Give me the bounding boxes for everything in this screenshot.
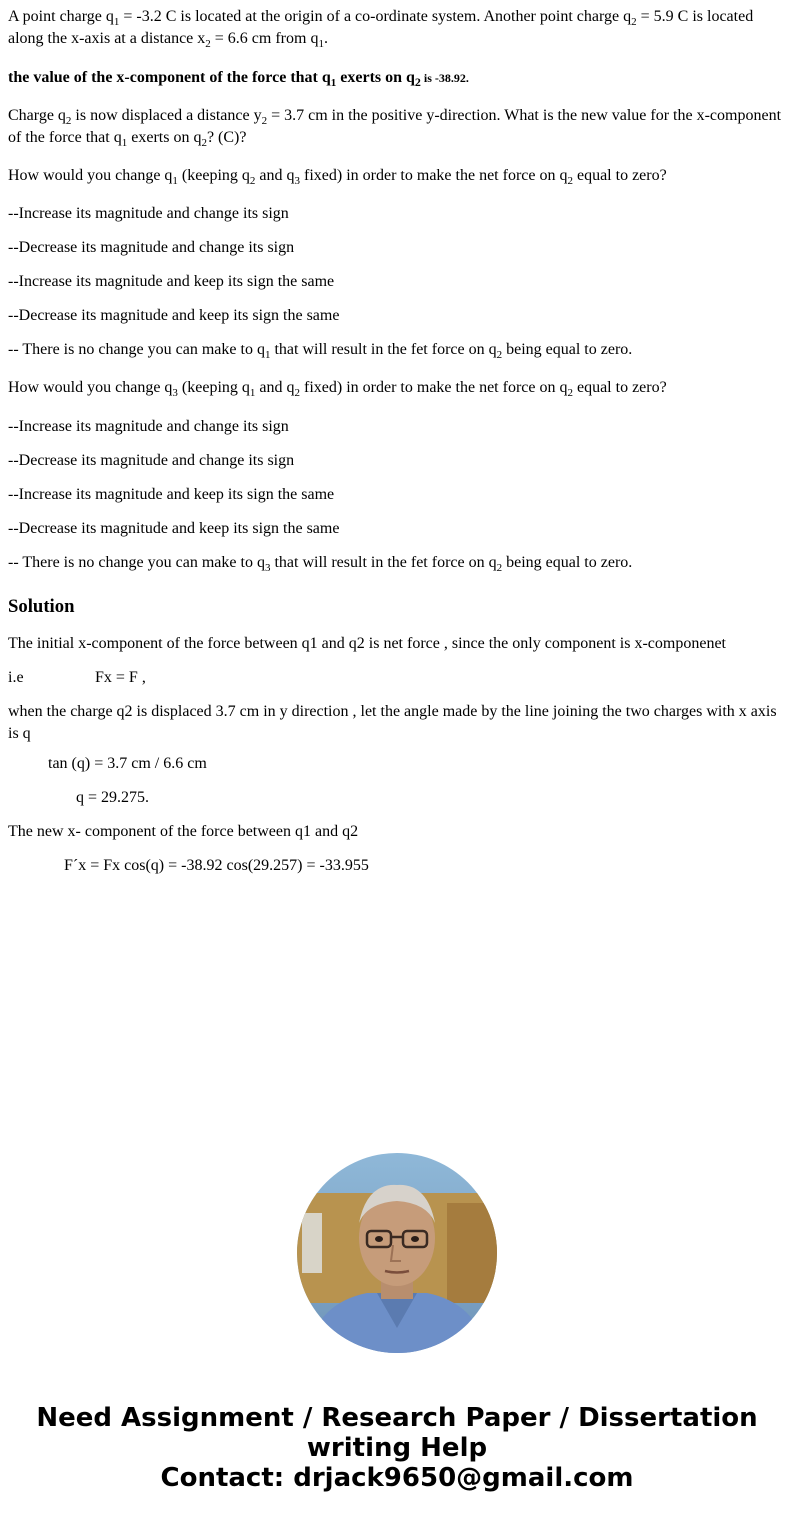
solution-equation: tan (q) = 3.7 cm / 6.6 cm <box>48 755 207 772</box>
subscript: 2 <box>261 115 268 127</box>
text: exerts on q <box>127 128 202 146</box>
text: exerts on q <box>336 69 415 86</box>
subscript: 2 <box>567 387 573 399</box>
subscript: 2 <box>249 175 256 187</box>
text: equal to zero? <box>572 379 667 396</box>
subscript: 1 <box>249 387 256 399</box>
option-q1: --Increase its magnitude and keep its sign the same <box>8 273 335 290</box>
subscript: 1 <box>172 175 178 187</box>
solution-equation: q = 29.275. <box>76 789 150 806</box>
text: that will result in the fet force on q <box>270 341 497 358</box>
avatar <box>297 1153 497 1353</box>
text: = 3.7 cm in the positive y-direction. What is the new value for the x-component of the force that q <box>8 107 782 146</box>
subscript: 2 <box>65 115 72 127</box>
promo-banner <box>0 1403 794 1493</box>
text: (keeping q <box>177 167 250 184</box>
subscript: 3 <box>294 175 301 187</box>
solution-line: i.e <box>8 669 24 686</box>
promo-line: writing Help <box>306 1433 488 1463</box>
subscript: 1 <box>113 16 120 28</box>
given-value <box>8 67 469 89</box>
option-q1: --Increase its magnitude and change its sign <box>8 205 289 222</box>
text: How would you change q <box>8 379 173 396</box>
text: . <box>323 29 328 47</box>
text: = 5.9 C is located along the x-axis at a distance x <box>8 8 754 47</box>
subscript: 1 <box>330 77 337 89</box>
text: is now displaced a distance y <box>71 107 262 124</box>
subscript: 2 <box>414 75 421 89</box>
text: (keeping q <box>177 379 250 396</box>
subscript: 1 <box>264 349 271 361</box>
text: is -38.92. <box>420 71 469 85</box>
question-intro <box>8 6 786 49</box>
text: being equal to zero. <box>502 341 633 358</box>
option-q1-no-change <box>8 339 632 361</box>
text: and q <box>255 379 295 396</box>
solution-line: The initial x-component of the force between q1 and q2 is net force , since the only component is x-componenet <box>8 635 726 652</box>
subscript: 2 <box>205 37 211 50</box>
text: -- There is no change you can make to q <box>8 554 265 571</box>
text: -- There is no change you can make to q <box>8 341 265 358</box>
promo-contact: Contact: drjack9650@gmail.com <box>160 1463 634 1493</box>
text: being equal to zero. <box>502 554 633 571</box>
option-q3-no-change <box>8 552 632 574</box>
question-change-q3 <box>8 377 667 399</box>
option-q1: --Decrease its magnitude and keep its sign the same <box>8 307 340 324</box>
option-q3: --Increase its magnitude and change its sign <box>8 418 289 435</box>
text: = 6.6 cm from q <box>210 29 319 47</box>
avatar-portrait <box>297 1153 497 1353</box>
solution-line: The new x- component of the force between q1 and q2 <box>8 823 359 840</box>
question-part-c <box>8 105 786 148</box>
option-q3: --Increase its magnitude and keep its sign the same <box>8 486 335 503</box>
subscript: 2 <box>201 136 207 149</box>
option-q3: --Decrease its magnitude and keep its sign the same <box>8 520 340 537</box>
subscript: 3 <box>172 387 178 399</box>
subscript: 1 <box>121 136 128 149</box>
subscript: 2 <box>294 387 301 399</box>
text: that will result in the fet force on q <box>270 554 497 571</box>
subscript: 2 <box>631 16 637 28</box>
subscript: 2 <box>496 349 503 361</box>
question-change-q1 <box>8 165 667 187</box>
text: fixed) in order to make the net force on q <box>300 379 568 396</box>
text: How would you change q <box>8 167 173 184</box>
text: and q <box>255 167 295 184</box>
solution-line: when the charge q2 is displaced 3.7 cm in y direction , let the angle made by the line joining the two charges with x axis is q <box>8 703 777 742</box>
option-q3: --Decrease its magnitude and change its sign <box>8 452 295 469</box>
solution-line: Fx = F , <box>95 669 146 686</box>
subscript: 3 <box>264 562 271 574</box>
text: ? (C)? <box>206 128 247 146</box>
text: = -3.2 C is located at the origin of a co-ordinate system. Another point charge q <box>119 8 632 25</box>
text: A point charge q <box>8 8 114 25</box>
subscript: 1 <box>318 37 324 50</box>
subscript: 2 <box>567 175 573 187</box>
promo-line: Need Assignment / Research Paper / Dissertation <box>36 1403 758 1433</box>
solution-heading: Solution <box>8 596 75 617</box>
text: Charge q <box>8 107 66 124</box>
subscript: 2 <box>496 562 503 574</box>
solution-equation: F´x = Fx cos(q) = -38.92 cos(29.257) = -33.955 <box>64 857 369 874</box>
option-q1: --Decrease its magnitude and change its sign <box>8 239 295 256</box>
text: fixed) in order to make the net force on q <box>300 167 568 184</box>
text: the value of the x-component of the force that q <box>8 69 331 86</box>
text: equal to zero? <box>572 167 667 184</box>
